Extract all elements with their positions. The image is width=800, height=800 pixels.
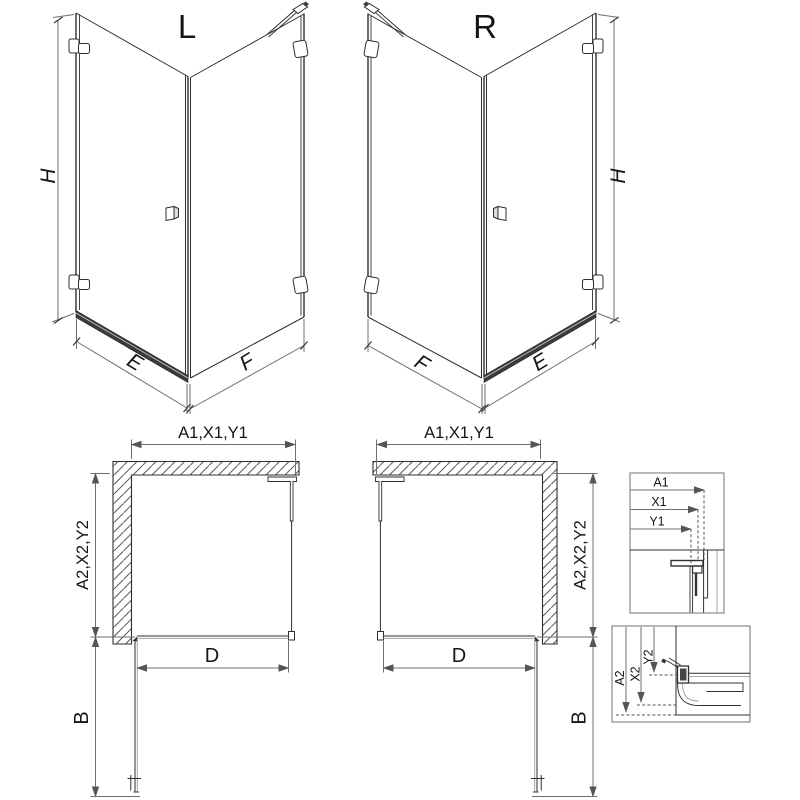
dim-label-a1-left: A1,X1,Y1: [178, 424, 248, 442]
hinge-bottom: [583, 275, 604, 290]
dim-label-h-left: H: [37, 168, 60, 184]
detail-frame: [630, 473, 724, 613]
plan-view-left: [71, 424, 299, 797]
dim-label-a1-right: A1,X1,Y1: [424, 424, 494, 442]
fixed-panel: [191, 14, 305, 379]
door-open-position: [128, 641, 142, 792]
dim-label-f-left: F: [235, 349, 259, 376]
dim-height-left: [37, 15, 74, 324]
wall-section: [113, 462, 299, 645]
hinge-top: [583, 39, 604, 54]
dim-label-f-right: F: [410, 350, 434, 377]
detail-label-a2: A2: [613, 670, 627, 686]
detail-label-y2: Y2: [641, 649, 656, 665]
fixed-panel: [368, 14, 482, 379]
dim-label-e-left: E: [122, 348, 147, 376]
iso-view-left: [37, 2, 309, 415]
variant-label-right: R: [473, 8, 497, 45]
magnet-profile: [378, 632, 384, 641]
wall-profile: [376, 477, 405, 640]
dim-door-opening-right: [384, 641, 536, 673]
door-handle: [494, 207, 507, 221]
dim-label-d-right: D: [451, 645, 467, 667]
dim-panel-width-left: [187, 319, 308, 413]
door-handle: [166, 207, 179, 221]
wall-bracket-top: [293, 40, 309, 58]
dim-door-swing-right: [532, 637, 598, 797]
detail-label-x2: X2: [628, 666, 643, 682]
detail-label-y1: Y1: [649, 514, 665, 529]
wall-section: [373, 462, 557, 645]
dim-label-a2-right: A2,X2,Y2: [571, 520, 590, 590]
glass-clamp: [680, 669, 687, 681]
detail-width-measure: [630, 473, 724, 613]
iso-view-right: [363, 2, 630, 415]
detail-depth-measure: [612, 626, 750, 722]
door-closed-position: [133, 636, 289, 642]
wall-bracket-top: [364, 40, 380, 58]
plan-view-right: [373, 424, 598, 797]
variant-label-left: L: [177, 8, 197, 45]
dim-door-opening-left: [137, 641, 289, 673]
detail-label-a1: A1: [653, 475, 669, 490]
magnet-profile: [289, 632, 295, 641]
wall-bracket-bottom: [293, 276, 309, 294]
hinge-bottom: [69, 275, 90, 290]
wall-bracket-bottom: [364, 276, 380, 294]
dim-door-swing-left: [71, 637, 140, 797]
dim-label-d-left: D: [204, 645, 220, 667]
hinge-top: [69, 39, 90, 54]
dim-label-b-right: B: [568, 711, 591, 725]
dim-door-width-right: [482, 319, 600, 412]
dim-panel-width-right: [365, 319, 486, 414]
dim-label-a2-left: A2,X2,Y2: [74, 520, 92, 590]
door-open-position: [531, 641, 545, 792]
wall-profile: [268, 477, 297, 640]
door-closed-position: [384, 636, 540, 642]
dim-label-b-left: B: [71, 711, 93, 725]
detail-label-x1: X1: [651, 495, 667, 509]
dim-label-h-right: H: [607, 168, 630, 184]
dim-label-e-right: E: [528, 348, 553, 376]
